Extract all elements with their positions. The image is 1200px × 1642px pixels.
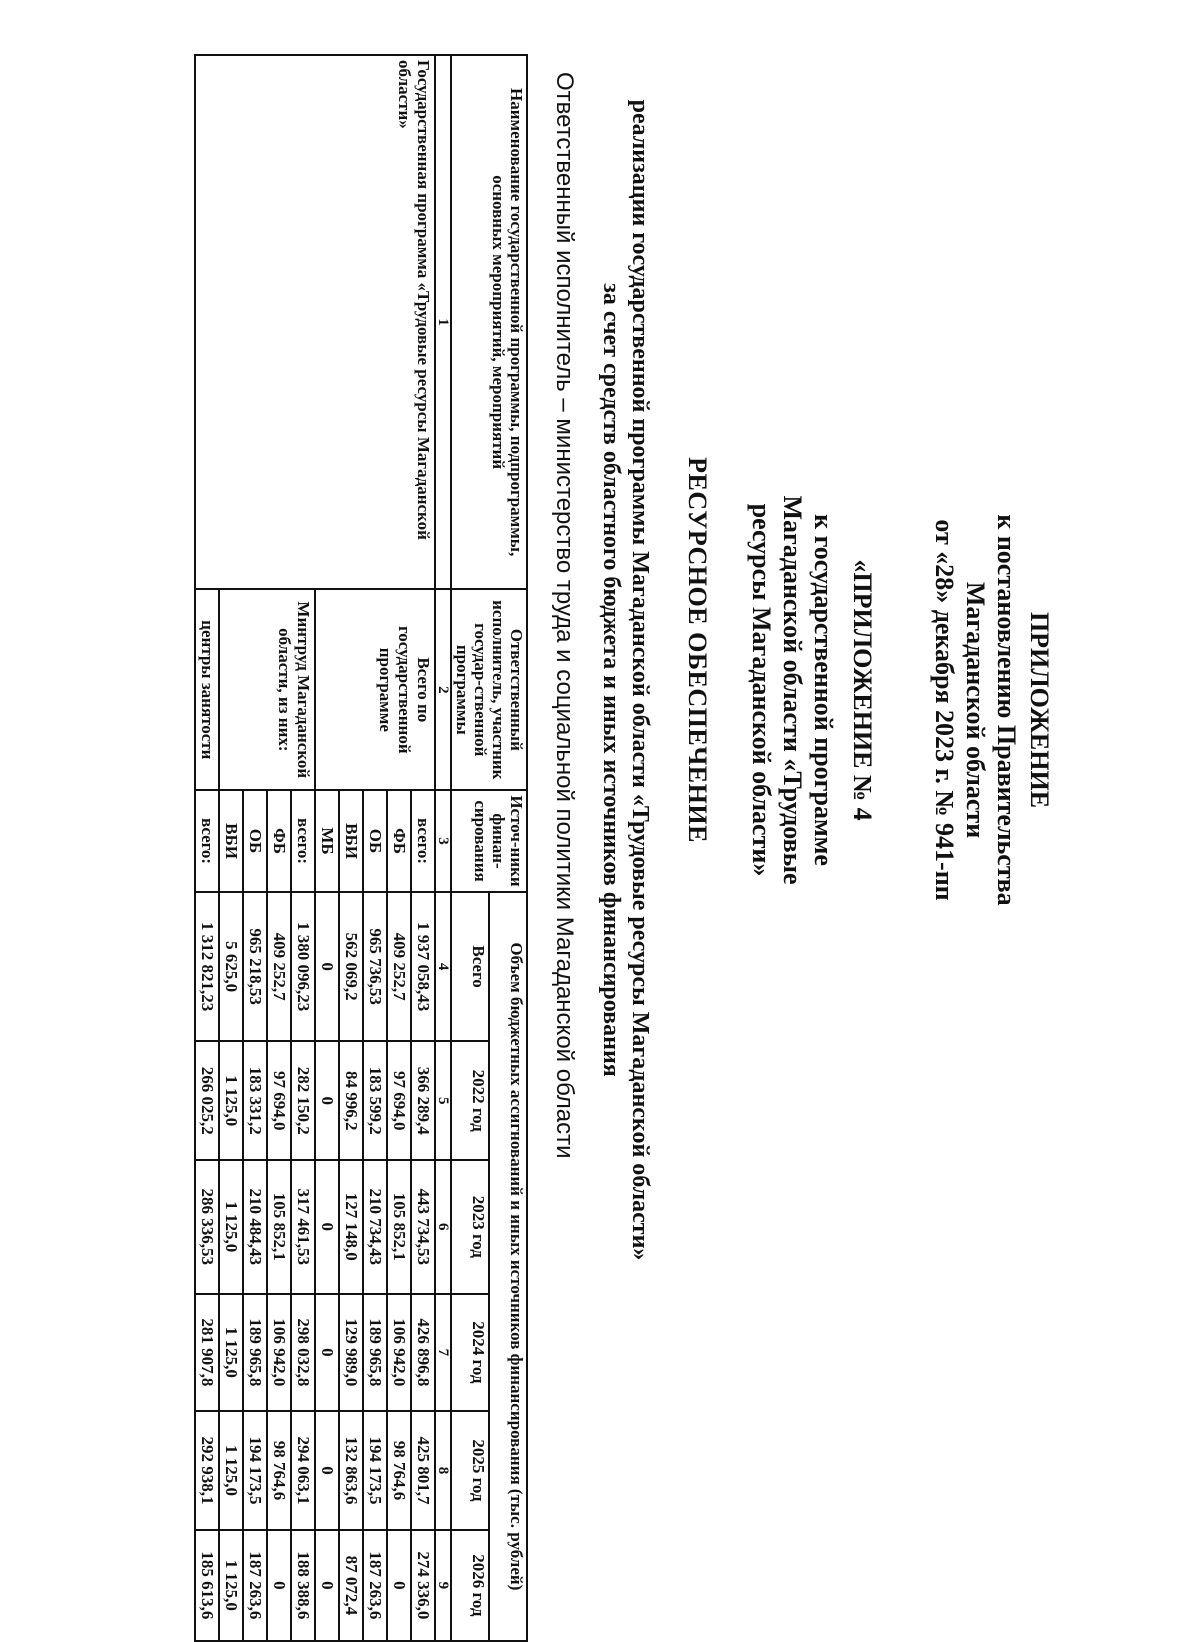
- source-cell: ОБ: [363, 790, 387, 892]
- value-cell: 187 263,6: [243, 1530, 267, 1641]
- document-title: РЕСУРСНОЕ ОБЕСПЕЧЕНИЕ: [683, 457, 712, 843]
- value-cell: 5 625,0: [219, 892, 243, 1042]
- appendix4-line: к государственной программе: [809, 514, 838, 866]
- value-cell: 1 125,0: [219, 1160, 243, 1294]
- source-cell: ВБИ: [219, 790, 243, 892]
- value-cell: 97 694,0: [387, 1041, 411, 1160]
- table-header-row: [489, 55, 527, 1641]
- value-cell: 132 863,6: [339, 1411, 363, 1530]
- value-cell: 194 173,5: [363, 1411, 387, 1530]
- header-year: 2026 год: [451, 1530, 489, 1641]
- source-cell: ВБИ: [339, 790, 363, 892]
- executor-cell: Всего по государственной программе: [315, 589, 435, 790]
- document-subtitle-line: за счет средств областного бюджета и иных источников финансирования: [598, 283, 624, 1077]
- document-subtitle: [596, 70, 654, 1290]
- value-cell: 98 764,6: [387, 1411, 411, 1530]
- value-cell: 0: [315, 1411, 339, 1530]
- value-cell: 87 072,4: [339, 1530, 363, 1641]
- value-cell: 183 331,2: [243, 1041, 267, 1160]
- value-cell: 965 736,53: [363, 892, 387, 1042]
- value-cell: 106 942,0: [267, 1294, 291, 1412]
- appendix4-line: Магаданской области «Трудовые: [778, 495, 807, 885]
- value-cell: 0: [387, 1530, 411, 1641]
- value-cell: 274 336,0: [411, 1530, 435, 1641]
- appendix4-title: «ПРИЛОЖЕНИЕ № 4: [848, 559, 877, 821]
- column-index: 1: [435, 55, 451, 589]
- column-index: 8: [435, 1411, 451, 1530]
- value-cell: 1 125,0: [219, 1294, 243, 1412]
- header-executor: Ответственный исполнитель, участник государ-ственной программы: [451, 589, 527, 790]
- value-cell: 294 063,1: [291, 1411, 315, 1530]
- column-index: 6: [435, 1160, 451, 1294]
- value-cell: 185 613,6: [195, 1530, 219, 1641]
- value-cell: 105 852,1: [387, 1160, 411, 1294]
- value-cell: 1 937 058,43: [411, 892, 435, 1042]
- value-cell: 965 218,53: [243, 892, 267, 1042]
- source-cell: МБ: [315, 790, 339, 892]
- header-year: 2023 год: [451, 1160, 489, 1294]
- value-cell: 194 173,5: [243, 1411, 267, 1530]
- appendix-line: к постановлению Правительства: [992, 514, 1021, 906]
- value-cell: 189 965,8: [243, 1294, 267, 1412]
- value-cell: 0: [315, 1530, 339, 1641]
- value-cell: 210 484,43: [243, 1160, 267, 1294]
- document-subtitle-line: реализации государственной программы Магаданской области «Трудовые ресурсы Магаданской области»: [627, 99, 653, 1261]
- column-index: 7: [435, 1294, 451, 1412]
- value-cell: 426 896,8: [411, 1294, 435, 1412]
- appendix-line: Магаданской области: [961, 581, 990, 839]
- value-cell: 1 125,0: [219, 1530, 243, 1641]
- value-cell: 282 150,2: [291, 1041, 315, 1160]
- value-cell: 183 599,2: [363, 1041, 387, 1160]
- appendix4-line: ресурсы Магаданской области»: [747, 503, 776, 877]
- funding-table: [194, 54, 528, 1642]
- source-cell: ОБ: [243, 790, 267, 892]
- source-cell: ФБ: [387, 790, 411, 892]
- value-cell: 189 965,8: [363, 1294, 387, 1412]
- value-cell: 1 125,0: [219, 1411, 243, 1530]
- value-cell: 266 025,2: [195, 1041, 219, 1160]
- column-index: 3: [435, 790, 451, 892]
- column-index-row: [435, 55, 451, 1641]
- value-cell: 286 336,53: [195, 1160, 219, 1294]
- value-cell: 409 252,7: [267, 892, 291, 1042]
- source-cell: всего:: [195, 790, 219, 892]
- value-cell: 409 252,7: [387, 892, 411, 1042]
- appendix-header: [929, 410, 1055, 1010]
- value-cell: 317 461,53: [291, 1160, 315, 1294]
- header-source: Источ-ники финан-сирования: [451, 790, 527, 892]
- value-cell: 0: [315, 892, 339, 1042]
- program-name: Государственная программа «Трудовые ресурсы Магаданской области»: [195, 55, 435, 589]
- source-cell: ФБ: [267, 790, 291, 892]
- value-cell: 1 125,0: [219, 1041, 243, 1160]
- header-year: 2022 год: [451, 1041, 489, 1160]
- value-cell: 84 996,2: [339, 1041, 363, 1160]
- header-total: Всего: [451, 892, 489, 1042]
- value-cell: 1 380 096,23: [291, 892, 315, 1042]
- value-cell: 0: [315, 1294, 339, 1412]
- value-cell: 105 852,1: [267, 1160, 291, 1294]
- header-volume: Объем бюджетных ассигнований и иных источников финансирования (тыс. рублей): [489, 892, 527, 1641]
- executor-cell: Минтруд Магаданской области, из них:: [219, 589, 315, 790]
- appendix-title: ПРИЛОЖЕНИЕ: [1025, 611, 1054, 809]
- value-cell: 210 734,43: [363, 1160, 387, 1294]
- value-cell: 281 907,8: [195, 1294, 219, 1412]
- value-cell: 0: [315, 1041, 339, 1160]
- value-cell: 298 032,8: [291, 1294, 315, 1412]
- appendix4-header: [746, 430, 878, 950]
- value-cell: 292 938,1: [195, 1411, 219, 1530]
- value-cell: 127 148,0: [339, 1160, 363, 1294]
- executor-cell: центры занятости: [195, 589, 219, 790]
- value-cell: 106 942,0: [387, 1294, 411, 1412]
- value-cell: 1 312 821,23: [195, 892, 219, 1042]
- source-cell: всего:: [411, 790, 435, 892]
- header-year: 2024 год: [451, 1294, 489, 1412]
- value-cell: 97 694,0: [267, 1041, 291, 1160]
- column-index: 4: [435, 892, 451, 1042]
- value-cell: 562 069,2: [339, 892, 363, 1042]
- header-name: Наименование государственной программы, подпрограммы, основных мероприятий, мероприятий: [451, 55, 527, 589]
- column-index: 9: [435, 1530, 451, 1641]
- value-cell: 425 801,7: [411, 1411, 435, 1530]
- responsible-executor: Ответственный исполнитель – министерство труда и социальной политики Магаданской области: [551, 72, 578, 1159]
- value-cell: 0: [315, 1160, 339, 1294]
- value-cell: 366 289,4: [411, 1041, 435, 1160]
- value-cell: 443 734,53: [411, 1160, 435, 1294]
- column-index: 5: [435, 1041, 451, 1160]
- table-row: [411, 55, 435, 1641]
- column-index: 2: [435, 589, 451, 790]
- appendix-line: от «28» декабря 2023 г. № 941-пп: [930, 519, 959, 901]
- value-cell: 188 388,6: [291, 1530, 315, 1641]
- value-cell: 0: [267, 1530, 291, 1641]
- header-year: 2025 год: [451, 1411, 489, 1530]
- source-cell: всего:: [291, 790, 315, 892]
- value-cell: 187 263,6: [363, 1530, 387, 1641]
- value-cell: 129 989,0: [339, 1294, 363, 1412]
- value-cell: 98 764,6: [267, 1411, 291, 1530]
